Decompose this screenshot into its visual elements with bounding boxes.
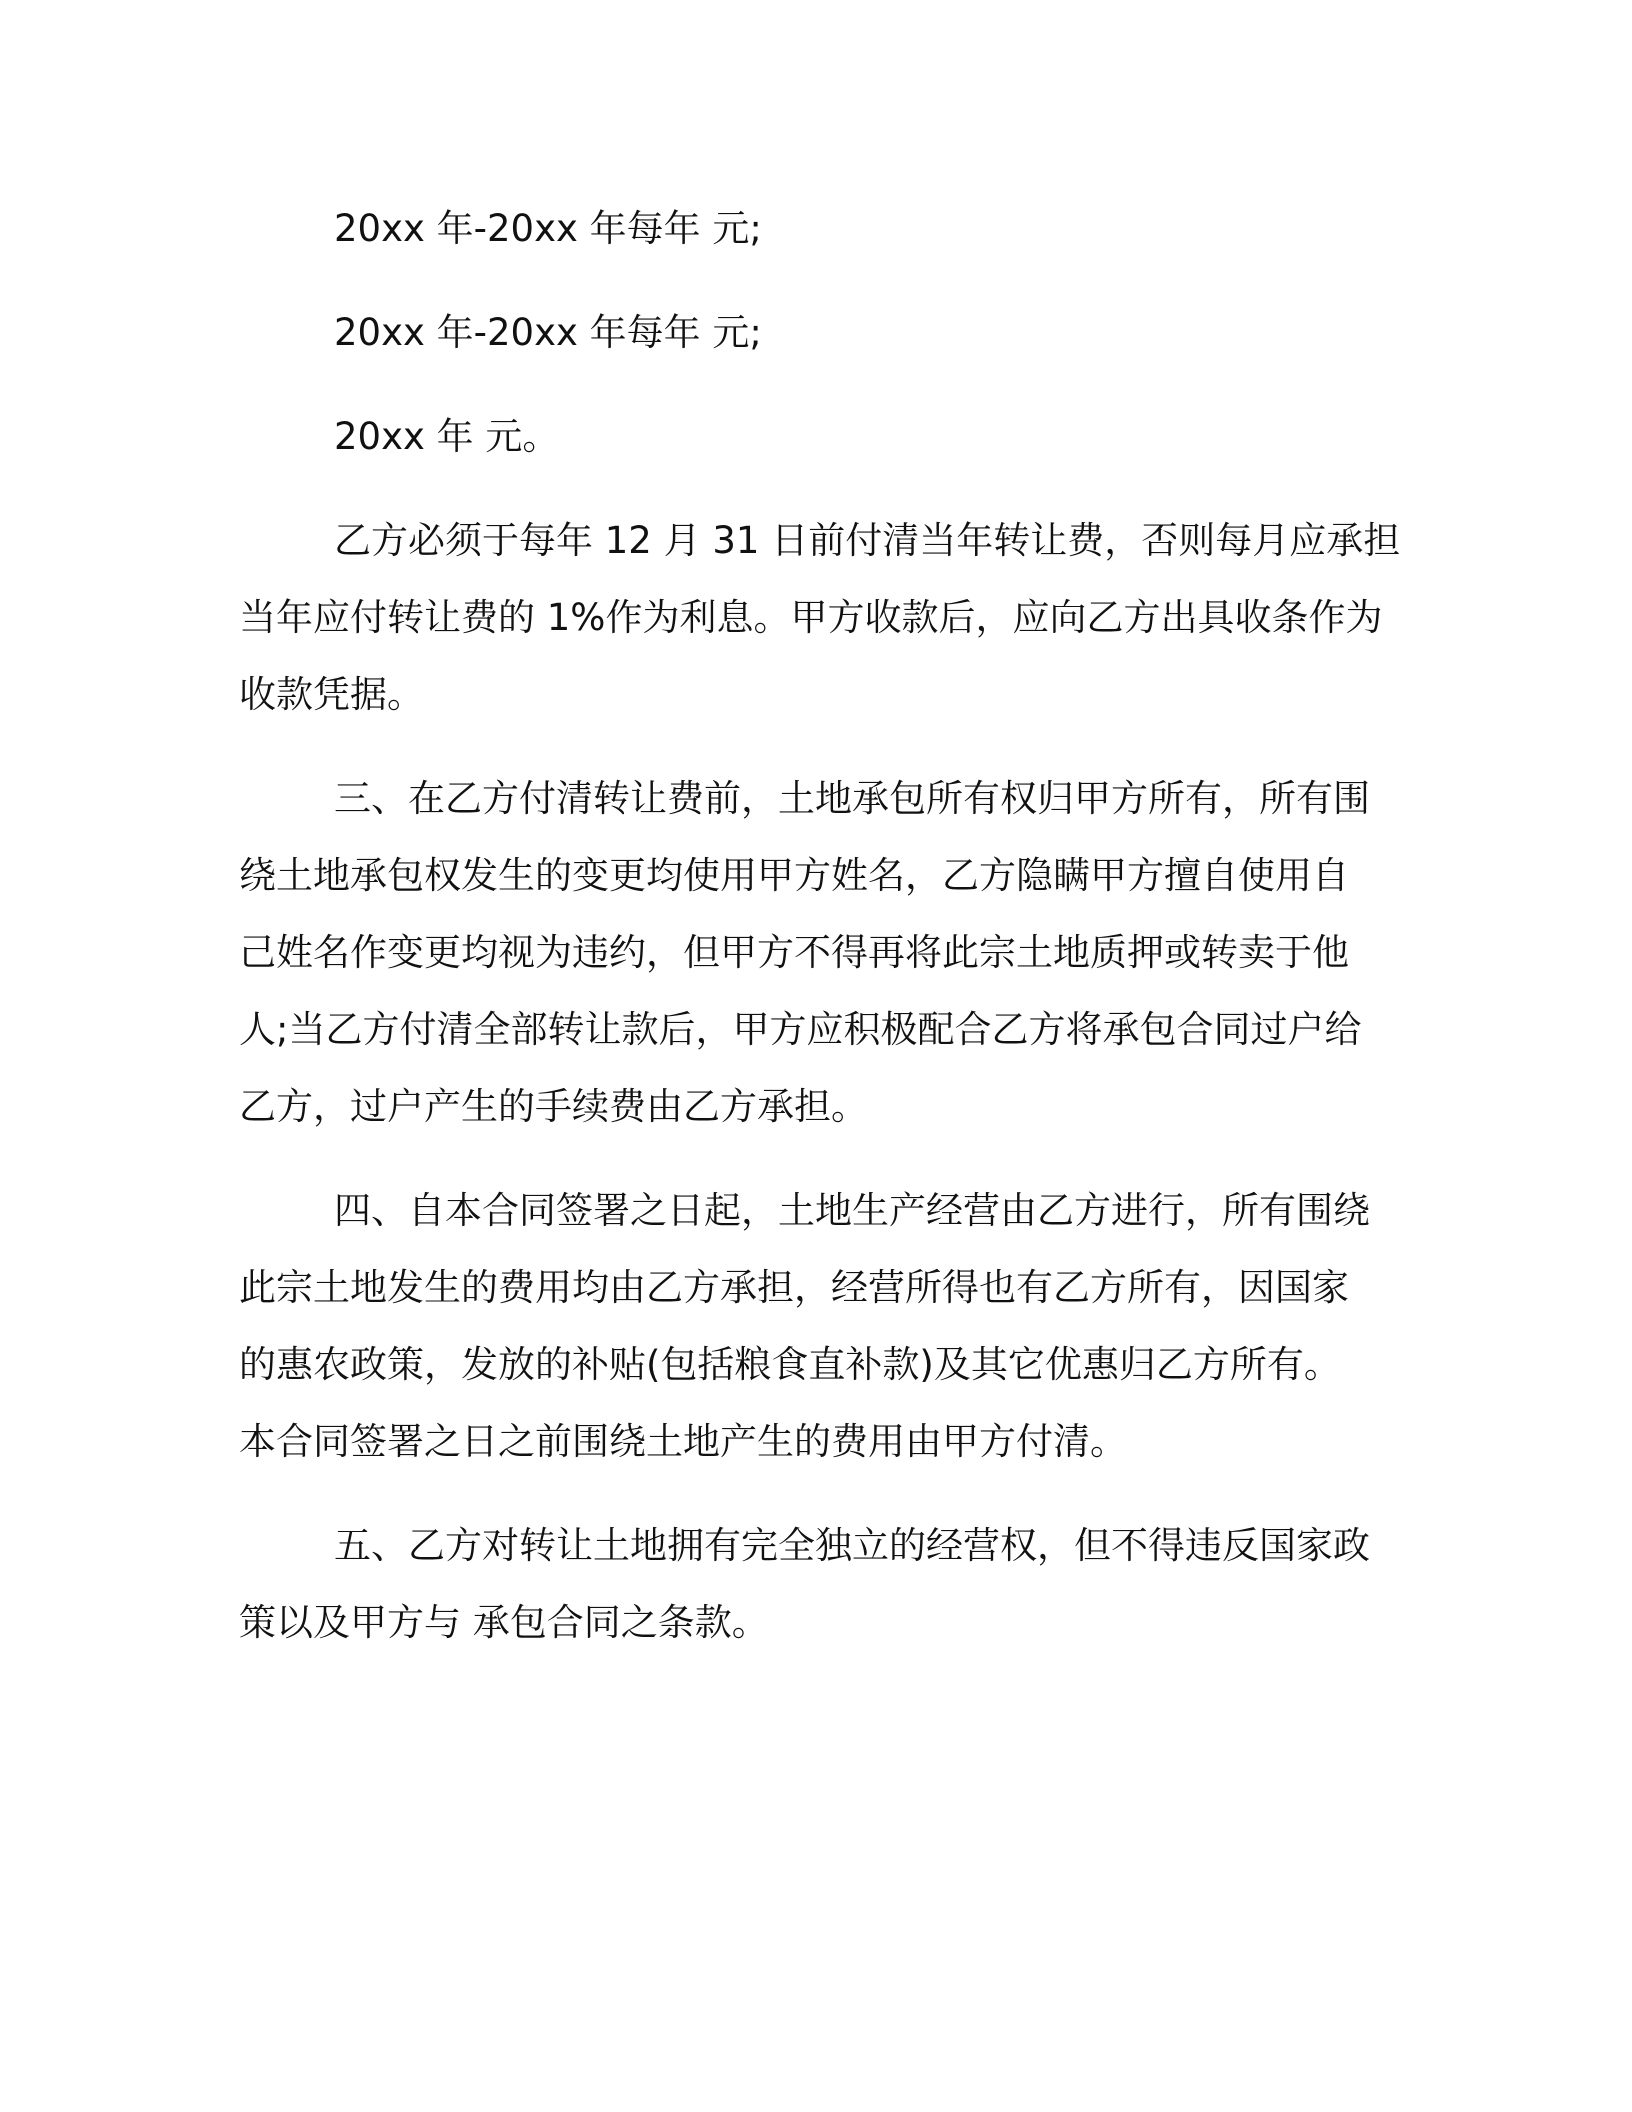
paragraph-line: 人;当乙方付清全部转让款后，甲方应积极配合乙方将承包合同过户给 <box>239 1008 1362 1051</box>
paragraph-line: 收款凭据。 <box>239 673 424 716</box>
paragraph-line: 五、乙方对转让土地拥有完全独立的经营权，但不得违反国家政 <box>334 1524 1370 1567</box>
paragraph-line: 当年应付转让费的 1%作为利息。甲方收款后，应向乙方出具收条作为 <box>239 596 1383 639</box>
paragraph-line: 三、在乙方付清转让费前，土地承包所有权归甲方所有，所有围 <box>334 777 1370 820</box>
fee-schedule-line: 20xx 年-20xx 年每年 元; <box>334 311 762 354</box>
paragraph-line: 己姓名作变更均视为违约，但甲方不得再将此宗土地质押或转卖于他 <box>239 931 1349 974</box>
clause-3-paragraph <box>239 760 1389 1145</box>
document-body <box>239 190 1401 1661</box>
payment-paragraph <box>239 502 1401 733</box>
paragraph-line: 乙方，过户产生的手续费由乙方承担。 <box>239 1085 868 1128</box>
fee-schedule-line: 20xx 年 元。 <box>334 415 560 458</box>
paragraph-line: 绕土地承包权发生的变更均使用甲方姓名，乙方隐瞒甲方擅自使用自 <box>239 854 1349 897</box>
clause-4-paragraph <box>239 1172 1389 1480</box>
paragraph-line: 四、自本合同签署之日起，土地生产经营由乙方进行，所有围绕 <box>334 1189 1370 1232</box>
fee-schedule-line: 20xx 年-20xx 年每年 元; <box>334 207 762 250</box>
clause-5-paragraph <box>239 1507 1389 1661</box>
paragraph-line: 策以及甲方与 承包合同之条款。 <box>239 1601 769 1644</box>
paragraph-line: 此宗土地发生的费用均由乙方承担，经营所得也有乙方所有，因国家 <box>239 1266 1349 1309</box>
paragraph-line: 的惠农政策，发放的补贴(包括粮食直补款)及其它优惠归乙方所有。 <box>239 1343 1341 1386</box>
paragraph-line: 乙方必须于每年 12 月 31 日前付清当年转让费，否则每月应承担 <box>334 519 1401 562</box>
paragraph-line: 本合同签署之日之前围绕土地产生的费用由甲方付清。 <box>239 1420 1127 1463</box>
